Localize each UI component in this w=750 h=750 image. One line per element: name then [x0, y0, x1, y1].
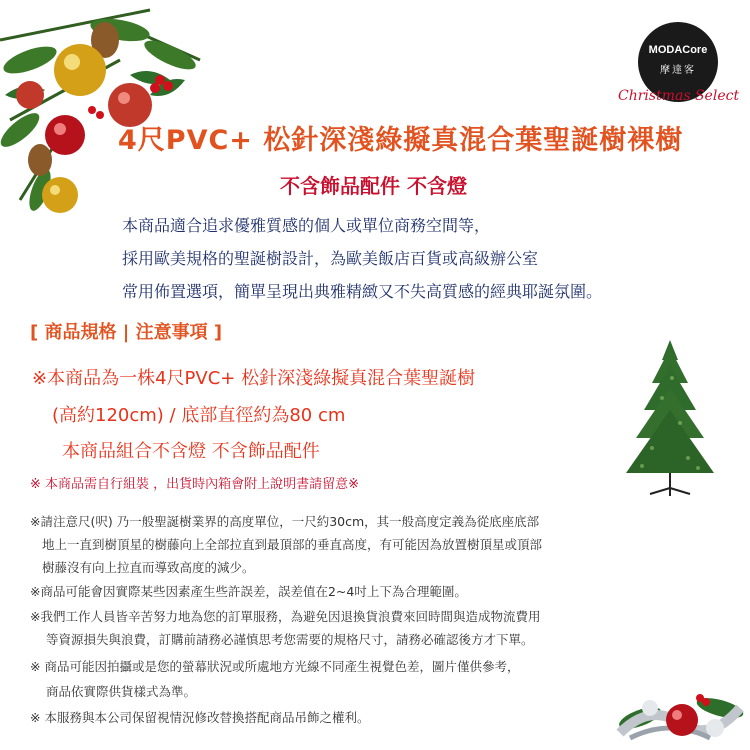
intro-line: 採用歐美規格的聖誕樹設計，為歐美飯店百貨或高級辦公室	[122, 249, 539, 268]
product-title: 4尺PVC+ 松針深淺綠擬真混合葉聖誕樹裸樹	[118, 125, 684, 156]
christmas-ribbon-decoration	[610, 678, 750, 750]
assembly-note: ※ 本商品需自行組裝 ，出貨時內箱會附上說明書請留意※	[30, 477, 360, 492]
note-line: ※ 商品可能因拍攝或是您的螢幕狀況或所處地方光線不同產生視覺色差，圖片僅供參考，	[30, 659, 520, 674]
spec-line: ※本商品為一株4尺PVC+ 松針深淺綠擬真混合葉聖誕樹	[32, 368, 476, 389]
note-line: 等資源損失與浪費，訂購前請務必謹慎思考您需要的規格尺寸，請務必確認後方才下單。	[46, 632, 534, 647]
spec-size-line: (高約120cm) / 底部直徑約為80 cm	[52, 405, 346, 426]
intro-line: 本商品適合追求優雅質感的個人或單位商務空間等，	[122, 216, 491, 235]
spec-exclusion-line: 本商品組合不含燈 不含飾品配件	[62, 441, 320, 462]
note-line: ※我們工作人員皆辛苦努力地為您的訂單服務，為避免因退換貨浪費來回時間與造成物流費用	[30, 609, 541, 624]
note-line: ※ 本服務與本公司保留視情況修改替換搭配商品吊飾之權利。	[30, 710, 370, 725]
note-line: ※商品可能會因實際某些因素產生些許誤差，誤差值在2~4吋上下為合理範圍。	[30, 584, 467, 599]
christmas-ornament-cluster-decoration	[0, 0, 210, 220]
section-heading: [ 商品規格 | 注意事項 ]	[30, 322, 223, 343]
intro-line: 常用佈置選項，簡單呈現出典雅精緻又不失高質感的經典耶誕氛圍。	[122, 282, 603, 301]
christmas-select-tagline: Christmas Select	[618, 88, 740, 104]
note-line: 商品依實際供貨樣式為準。	[46, 684, 197, 699]
christmas-tree-product-image	[622, 338, 718, 498]
note-line: 樹藤沒有向上拉直而導致高度的減少。	[42, 560, 255, 575]
note-line: ※請注意尺(呎) 乃一般聖誕樹業界的高度單位，一尺約30cm，其一般高度定義為從底座底部	[30, 514, 540, 529]
product-subtitle: 不含飾品配件 不含燈	[280, 174, 467, 198]
note-line: 地上一直到樹頂星的樹藤向上全部拉直到最頂部的垂直高度，有可能因為放置樹頂星或頂部	[42, 537, 543, 552]
logo-name-text: 摩達客	[660, 65, 696, 76]
logo-brand-text: MODACore	[648, 44, 708, 56]
